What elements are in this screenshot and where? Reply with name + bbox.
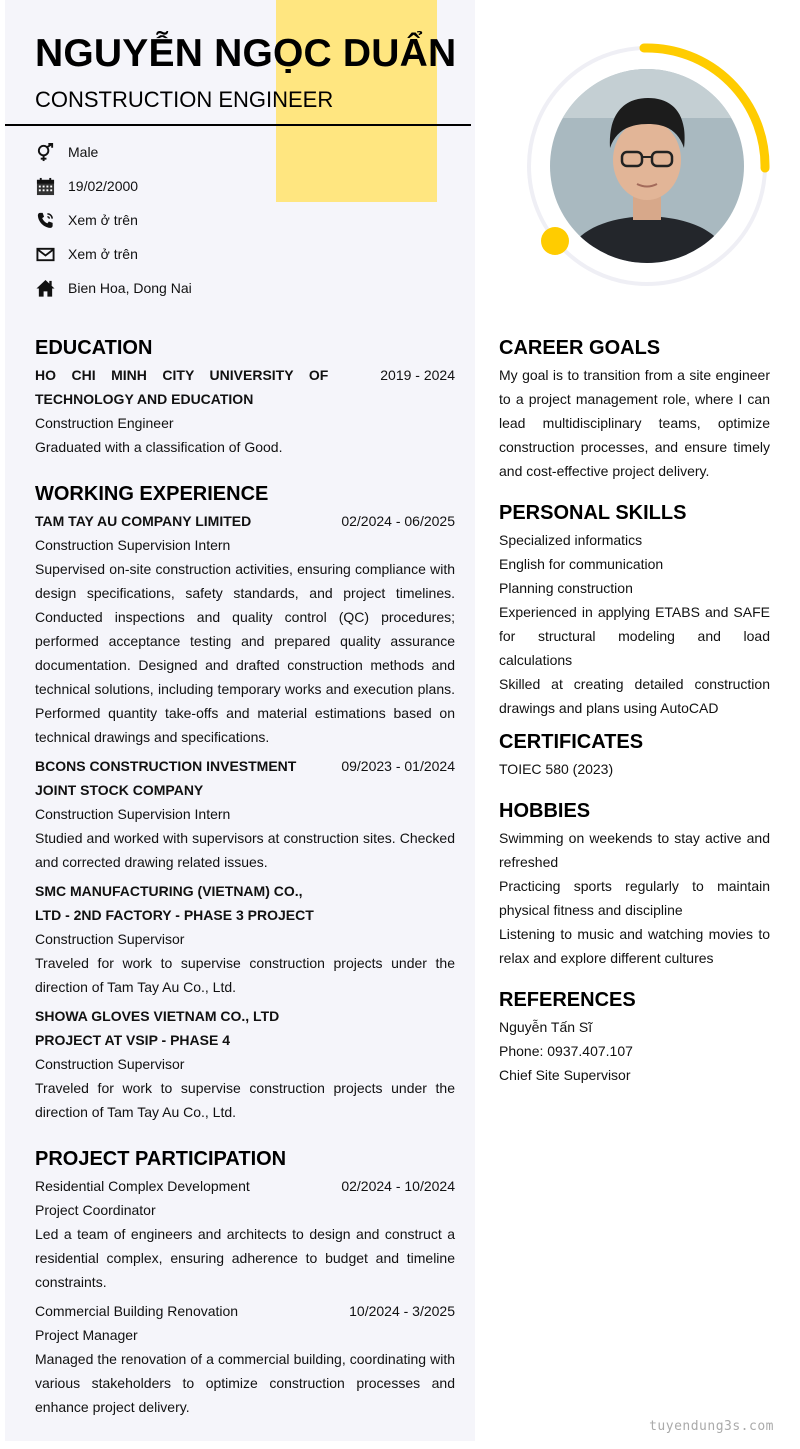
project-item xyxy=(35,1174,455,1294)
hobby-item: Practicing sports regularly to maintain physical fitness and discipline xyxy=(499,878,770,918)
experience-item xyxy=(35,754,455,874)
education-note: Graduated with a classification of Good. xyxy=(35,439,283,455)
project-role: Project Manager xyxy=(35,1327,138,1343)
watermark: tuyendung3s.com xyxy=(649,1419,774,1434)
contact-phone xyxy=(35,210,138,230)
experience-position: Construction Supervisor xyxy=(35,1056,185,1072)
experience-position: Construction Supervisor xyxy=(35,931,185,947)
education-major: Construction Engineer xyxy=(35,415,174,431)
reference-phone: Phone: 0937.407.107 xyxy=(499,1043,633,1059)
skill-item: Specialized informatics xyxy=(499,532,643,548)
skill-item: Experienced in applying ETABS and SAFE for structural modeling and load calculations xyxy=(499,604,770,668)
experience-company: SHOWA GLOVES VIETNAM CO., LTD PROJECT AT VSIP - PHASE 4 xyxy=(35,1008,280,1048)
career-goals-title: CAREER GOALS xyxy=(499,337,661,359)
contact-gender xyxy=(35,142,98,162)
reference-name: Nguyễn Tấn Sĩ xyxy=(499,1019,593,1035)
project-name: Commercial Building Renovation xyxy=(35,1303,239,1319)
contact-email-text: Xem ở trên xyxy=(68,246,138,262)
certificate-item: TOIEC 580 (2023) xyxy=(499,761,614,777)
experience-company: BCONS CONSTRUCTION INVESTMENT JOINT STOCK COMPANY xyxy=(35,758,297,798)
header-divider xyxy=(5,124,471,126)
calendar-icon xyxy=(35,176,55,196)
experience-description: Traveled for work to supervise construction projects under the direction of Tam Tay Au Co., Ltd. xyxy=(35,1080,455,1120)
contact-address xyxy=(35,278,192,298)
contact-address-text: Bien Hoa, Dong Nai xyxy=(68,280,192,296)
skills-section xyxy=(499,501,770,720)
references-title: REFERENCES xyxy=(499,989,636,1011)
experience-position: Construction Supervision Intern xyxy=(35,806,231,822)
experience-company: SMC MANUFACTURING (VIETNAM) CO., LTD - 2ND FACTORY - PHASE 3 PROJECT xyxy=(35,883,314,923)
contact-email xyxy=(35,244,138,264)
project-description: Managed the renovation of a commercial building, coordinating with various stakeholders to optimize construction processes and enhance project delivery. xyxy=(35,1351,455,1415)
experience-item xyxy=(35,1004,455,1124)
mail-icon xyxy=(35,244,55,264)
education-school: HO CHI MINH CITY UNIVERSITY OF TECHNOLOGY AND EDUCATION xyxy=(35,367,329,407)
skill-item: Planning construction xyxy=(499,580,633,596)
experience-position: Construction Supervision Intern xyxy=(35,537,231,553)
hobbies-section xyxy=(499,799,770,970)
education-section xyxy=(35,336,455,459)
candidate-role: CONSTRUCTION ENGINEER xyxy=(35,87,334,112)
phone-icon xyxy=(35,210,55,230)
education-period: 2019 - 2024 xyxy=(380,367,455,383)
skills-title: PERSONAL SKILLS xyxy=(499,502,687,524)
education-title: EDUCATION xyxy=(35,337,153,359)
home-icon xyxy=(35,278,55,298)
experience-item xyxy=(35,509,455,749)
references-section xyxy=(499,988,770,1087)
project-item xyxy=(35,1299,455,1419)
certificates-title: CERTIFICATES xyxy=(499,731,644,753)
experience-description: Supervised on-site construction activities, ensuring compliance with design specifications, safety standards, and project timelines. Conducted inspections and quality control (QC) procedures; performed acceptance testing and prepared quality assurance documentation. Designed and drafted construction methods and technical solutions, including temporary works and execution plans. Performed quantity take-offs and material estimations based on technical drawings and specifications. xyxy=(35,561,455,745)
candidate-name: NGUYỄN NGỌC DUẨN xyxy=(35,32,457,75)
project-period: 10/2024 - 3/2025 xyxy=(349,1303,455,1319)
profile-photo xyxy=(520,38,776,294)
skill-item: English for communication xyxy=(499,556,664,572)
experience-description: Studied and worked with supervisors at construction sites. Checked and corrected drawing related issues. xyxy=(35,830,455,870)
contact-birthday xyxy=(35,176,138,196)
experience-description: Traveled for work to supervise construction projects under the direction of Tam Tay Au Co., Ltd. xyxy=(35,955,455,995)
career-goals-section xyxy=(499,336,770,483)
project-period: 02/2024 - 10/2024 xyxy=(341,1178,455,1194)
experience-section xyxy=(35,482,455,1124)
projects-title: PROJECT PARTICIPATION xyxy=(35,1148,287,1170)
hobby-item: Listening to music and watching movies to relax and explore different cultures xyxy=(499,926,770,966)
contact-birthday-text: 19/02/2000 xyxy=(68,178,139,194)
experience-title: WORKING EXPERIENCE xyxy=(35,483,269,505)
project-description: Led a team of engineers and architects to design and construct a residential complex, ensuring adherence to budget and timeline constraints. xyxy=(35,1226,455,1290)
skill-item: Skilled at creating detailed construction drawings and plans using AutoCAD xyxy=(499,676,770,716)
contact-phone-text: Xem ở trên xyxy=(68,212,138,228)
project-name: Residential Complex Development xyxy=(35,1178,250,1194)
gender-icon xyxy=(35,142,55,162)
contact-gender-text: Male xyxy=(68,144,99,160)
experience-period: 09/2023 - 01/2024 xyxy=(341,758,455,774)
certificates-section xyxy=(499,730,770,781)
project-role: Project Coordinator xyxy=(35,1202,156,1218)
experience-period: 02/2024 - 06/2025 xyxy=(341,513,455,529)
hobby-item: Swimming on weekends to stay active and refreshed xyxy=(499,830,770,870)
reference-position: Chief Site Supervisor xyxy=(499,1067,631,1083)
career-goals-text: My goal is to transition from a site engineer to a project management role, where I can lead multidisciplinary teams, optimize construction processes, and ensure timely and cost-effective project delivery. xyxy=(499,367,770,479)
experience-item xyxy=(35,879,455,999)
experience-company: TAM TAY AU COMPANY LIMITED xyxy=(35,513,252,529)
projects-section xyxy=(35,1147,455,1419)
hobbies-title: HOBBIES xyxy=(499,800,591,822)
